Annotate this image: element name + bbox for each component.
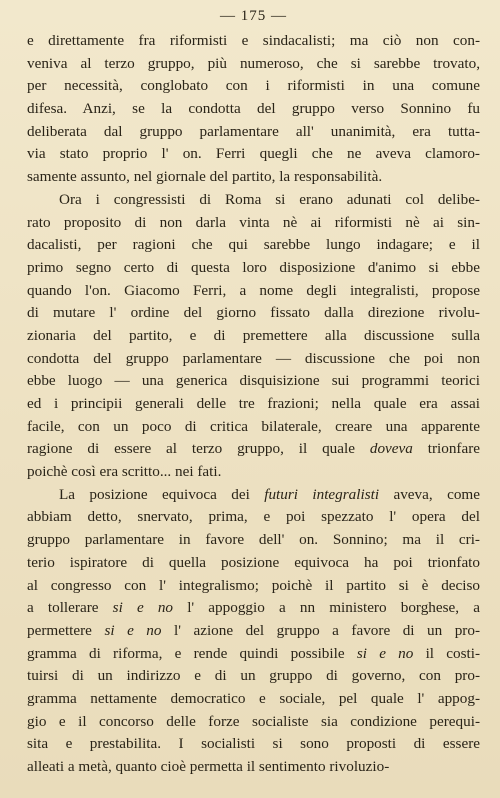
text-line: terio ispiratore di quella posizione equivoca ha poi trionfato [27, 553, 480, 571]
text-line: sita e prestabilita. I socialisti si sono proposti di essere [27, 735, 480, 753]
italic-text: si e no [112, 599, 174, 617]
text-line: poichè così era scritto... nei fati. [27, 463, 222, 481]
text-line: alleati a metà, quanto cioè permetta il sentimento rivoluzio- [27, 758, 390, 775]
text-line: La posizione equivoca dei futuri integralisti aveva, come [59, 485, 480, 503]
text-line: samente assunto, nel giornale del partito, la responsabilità. [27, 168, 383, 186]
text-line: quando l'on. Giacomo Ferri, a nome degli integralisti, propose [27, 281, 480, 299]
text-line: permettere si e no l' azione del gruppo a favore di un pro- [27, 621, 480, 639]
text-line: zionaria del partito, e di premettere alla discussione sulla [27, 326, 480, 344]
text-line: e direttamente fra riformisti e sindacalisti; ma ciò non con- [27, 32, 480, 49]
text-line: per necessità, conglobato con i riformisti in una comune [27, 77, 480, 95]
text-line: veniva al terzo gruppo, più numeroso, che si sarebbe trovato, [27, 54, 480, 72]
text-line: di mutare l' ordine del giorno fissato dalla direzione rivolu- [27, 304, 480, 322]
paragraph [27, 189, 480, 484]
text-line: via stato proprio l' on. Ferri quegli che ne aveva clamoro- [27, 145, 480, 163]
text-line: ebbe luogo — una generica disquisizione sui programmi teorici [27, 372, 480, 390]
text-line: gruppo parlamentare in favore dell' on. Sonnino; ma il cri- [27, 531, 480, 549]
text-line: tuirsi di un indirizzo e di un gruppo di governo, con pro- [27, 667, 480, 685]
paragraph [27, 30, 480, 189]
text-line: ragione di essere al terzo gruppo, il quale doveva trionfare [27, 440, 480, 458]
text-line: rato proposito di non darla vinta nè ai riformisti nè ai sin- [27, 213, 480, 231]
italic-text: si e no [356, 644, 414, 662]
text-line: gio e il concorso delle forze socialiste sia condizione perequi- [27, 712, 480, 730]
text-line: al congresso con l' integralismo; poichè il partito si è deciso [27, 576, 480, 594]
italic-text: doveva [369, 440, 413, 458]
text-line: condotta del gruppo parlamentare — discussione che poi non [27, 349, 480, 367]
text-line: primo segno certo di questa loro disposizione d'animo si ebbe [27, 258, 480, 276]
text-line: gramma di riforma, e rende quindi possibile si e no il costi- [27, 644, 480, 662]
text-line: deliberata dal gruppo parlamentare all' unanimità, era tutta- [27, 122, 480, 140]
paragraph [27, 484, 480, 779]
body-text [27, 30, 480, 779]
text-line: gramma nettamente democratico e sociale, pel quale l' appog- [27, 689, 480, 707]
italic-text: futuri integralisti [264, 485, 380, 503]
text-line: Ora i congressisti di Roma si erano adunati col delibe- [59, 190, 480, 208]
text-line: difesa. Anzi, se la condotta del gruppo verso Sonnino fu [27, 100, 480, 118]
page-number: — 175 — [220, 8, 287, 24]
text-line: dacalisti, per ragioni che qui sarebbe lungo indagare; e il [27, 236, 480, 254]
text-line: ed i principii generali delle tre frazioni; nella quale era assai [27, 395, 480, 412]
text-line: a tollerare si e no l' appoggio a nn ministero borghese, a [27, 599, 480, 617]
italic-text: si e no [104, 621, 162, 639]
text-line: facile, con un poco di critica bilaterale, creare una apparente [27, 417, 480, 435]
text-line: abbiam detto, snervato, prima, e poi spezzato l' opera del [27, 508, 480, 526]
